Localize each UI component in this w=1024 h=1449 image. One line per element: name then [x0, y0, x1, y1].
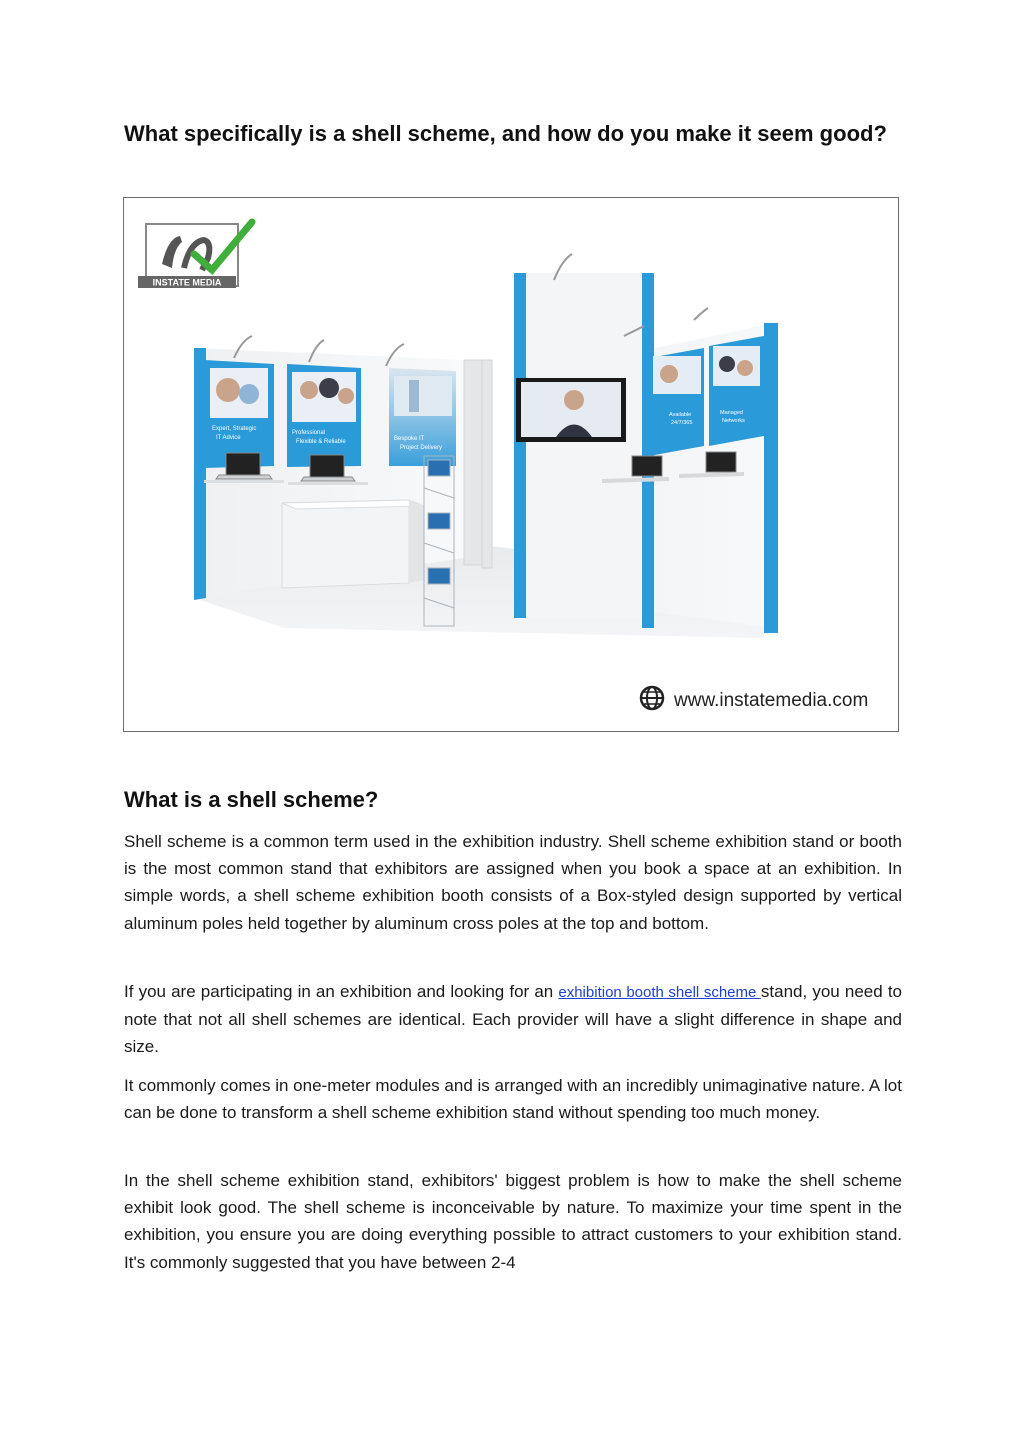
paragraph-1: Shell scheme is a common term used in the exhibition industry. Shell scheme exhibition stand or booth is the most common stand that exhibitors are assigned when you book a space at an exhibition. In simple words, a shell scheme exhibition booth consists of a Box-styled design supported by vertical aluminum poles held together by aluminum cross poles at the top and bottom. — [124, 832, 902, 933]
panel-4-text: Available 24/7/365 — [669, 412, 693, 426]
paragraph-2 — [124, 978, 902, 1061]
paragraph-2-tail: stand, you need to note that not all shell schemes are identical. Each provider will have a slight difference in shape and size. — [124, 982, 902, 1057]
paragraph-4: In the shell scheme exhibition stand, exhibitors' biggest problem is how to make the shell scheme exhibit look good. The shell scheme is inconceivable by nature. To maximize your time spent in the exhibition, you ensure you are doing everything possible to attract customers to your exhibition stand. It's commonly suggested that you have between 2-4 — [124, 1171, 902, 1272]
panel-5-text: Managed Networks — [720, 410, 745, 424]
panel-3-text: Bespoke IT Project Delivery — [394, 436, 443, 451]
graphic-panel-2 — [287, 364, 361, 467]
reception-counter — [282, 500, 424, 588]
logo-text: INSTATE MEDIA — [152, 277, 222, 288]
panel-2-text: Professional Flexible & Reliable — [292, 430, 346, 445]
website-url: www.instatemedia.com — [674, 690, 869, 711]
section-heading: What is a shell scheme? — [124, 787, 379, 812]
graphic-panel-5 — [709, 336, 764, 446]
exhibition-booth-shell-scheme-link[interactable]: exhibition booth shell scheme — [558, 984, 761, 1001]
tall-tower — [514, 273, 654, 618]
graphic-panel-1 — [204, 360, 274, 468]
paragraph-3: It commonly comes in one-meter modules and is arranged with an incredibly unimaginative nature. A lot can be done to transform a shell scheme exhibition stand without spending too much money. — [124, 1076, 902, 1123]
page-title: What specifically is a shell scheme, and how do you make it seem good? — [124, 121, 887, 146]
paragraph-2-lead: If you are participating in an exhibition and looking for an — [124, 982, 559, 1001]
instate-media-logo — [138, 222, 252, 288]
tv-screen — [516, 378, 626, 442]
website-footer — [641, 687, 868, 711]
panel-1-text: Expert, Strategic IT Advice — [212, 426, 257, 441]
graphic-panel-4 — [649, 348, 704, 456]
graphic-panel-3 — [389, 368, 456, 466]
booth-illustration — [123, 197, 899, 732]
